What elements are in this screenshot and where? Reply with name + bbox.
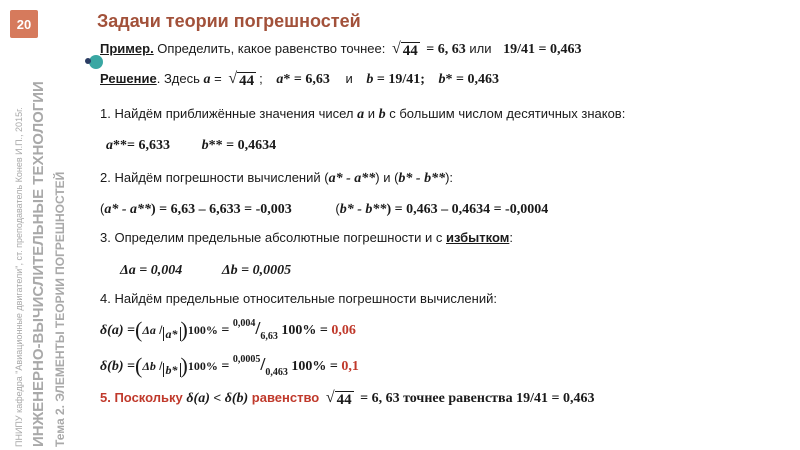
and-word: и [345, 71, 353, 86]
step5-line [100, 390, 594, 408]
rel-a-lhs: δ(a) = [100, 323, 135, 338]
step5-conclusion: = 6, 63 точнее равенства 19/41 = 0,463 [356, 391, 595, 406]
delta-b-value: Δb = 0,0005 [221, 263, 292, 278]
sidebar-line-author: ПНИПУ кафедра "Авиационные двигатели", ст. преподаватель Конев И.П., 2015г. [14, 107, 24, 447]
rel-b-result: 0,1 [341, 359, 359, 374]
b-value: = 19/41; [373, 72, 425, 87]
b-star-value: * = 0,463 [445, 72, 499, 87]
and-word: и [364, 106, 379, 121]
diff-b: b* - b** [398, 171, 446, 186]
paren: ( [335, 201, 340, 216]
step3-line [100, 230, 513, 245]
rel-b-den: 0,463 [265, 367, 288, 378]
abs-b-star: b* [163, 363, 181, 377]
eq-sign: = [210, 71, 226, 86]
rel-a-den: 6,63 [260, 331, 278, 342]
delta-a: Δa [142, 323, 156, 337]
rel-error-a: δ(a) =(Δa / a* )$100\% = ^{0,004}/_{6,63}$ 100% = 0,06 [100, 317, 356, 342]
rel-a: δ(a) [186, 391, 210, 406]
diff-a-result: ) = 6,63 – 6,633 = -0,003 [151, 202, 292, 217]
solution-line [100, 71, 499, 89]
var-a: a [357, 107, 365, 122]
var-b-star: b [438, 72, 446, 87]
example-line [100, 41, 582, 59]
solution-label: Решение [100, 71, 157, 86]
step3-values [120, 262, 291, 279]
rel-b: δ(b) [224, 391, 249, 406]
b-approx-value: ** = 0,4634 [208, 138, 277, 153]
var-b: b [201, 138, 209, 153]
example-label: Пример. [100, 41, 154, 56]
rel-b-lhs: δ(b) = [100, 359, 135, 374]
rel-a-pct: 100% = [277, 323, 332, 338]
step5-word: равенство [248, 390, 323, 405]
sqrt-symbol: √ 44 [228, 70, 255, 89]
rel-a-result: 0,06 [331, 323, 356, 338]
slide-title: Задачи теории погрешностей [97, 11, 361, 31]
example-text: Определить, какое равенство точнее: [153, 41, 386, 56]
semicolon: ; [259, 71, 263, 86]
example-eq1: = 6, 63 [422, 42, 466, 57]
var-a-star: a [276, 72, 284, 87]
step1-text: 1. Найдём приближённые значения чисел [100, 106, 358, 121]
sidebar [0, 0, 84, 450]
step1-line [100, 106, 625, 123]
step2-end: ): [445, 170, 454, 185]
sidebar-line-topic: Тема 2. ЭЛЕМЕНТЫ ТЕОРИИ ПОГРЕШНОСТЕЙ [53, 171, 67, 447]
step2-mid: ) и ( [375, 170, 399, 185]
a-star-value: * = 6,63 [283, 72, 330, 87]
diff-b-result: ) = 0,463 – 0,4634 = -0,0004 [386, 202, 549, 217]
colon: : [509, 230, 513, 245]
solution-here: . Здесь [156, 71, 204, 86]
delta-b: Δb [142, 359, 156, 373]
diff-b: b* - b** [339, 202, 387, 217]
page-number-badge: 20 [10, 10, 38, 38]
a-approx-value: **= 6,633 [113, 138, 170, 153]
percent: 100% [187, 359, 218, 373]
step1-values [106, 137, 276, 154]
less-than: < [209, 390, 225, 405]
paren: ( [100, 201, 105, 216]
step2-text: 2. Найдём погрешности вычислений ( [100, 170, 329, 185]
sidebar-line-course: ИНЖЕНЕРНО-ВЫЧИСЛИТЕЛЬНЫЕ ТЕХНОЛОГИИ [30, 81, 47, 447]
step5-text: 5. Поскольку [100, 390, 187, 405]
delta-a-value: Δa = 0,004 [120, 263, 183, 278]
step4-line: 4. Найдём предельные относительные погрешности вычислений: [100, 291, 497, 306]
sqrt-symbol: √ 44 [325, 389, 352, 408]
abs-a-star: a* [163, 327, 181, 341]
excess-word: избытком [446, 230, 510, 245]
var-b: b [378, 107, 386, 122]
percent: 100% [187, 323, 218, 337]
example-or: или [465, 41, 496, 56]
rel-error-b: δ(b) =(Δb / b* )$100\% = ^{0,0005}/_{0,463}$ 100% = 0,1 [100, 353, 359, 378]
example-eq2: 19/41 = 0,463 [503, 42, 582, 57]
diff-a: a* - a** [104, 202, 152, 217]
bullet-dot-navy [85, 58, 91, 64]
rel-b-pct: 100% = [287, 359, 342, 374]
step3-text: 3. Определим предельные абсолютные погрешности и с [100, 230, 446, 245]
diff-a: a* - a** [328, 171, 376, 186]
var-a: a [106, 138, 113, 153]
rel-a-num: 0,004 [232, 318, 256, 329]
sidebar-vertical-text [0, 0, 84, 450]
var-a: a [203, 72, 211, 87]
rel-b-num: 0,0005 [232, 354, 261, 365]
step2-calc [100, 201, 548, 218]
step2-line [100, 170, 453, 187]
sqrt-symbol: √ 44 [392, 40, 418, 59]
step1-text-end: с большим числом десятичных знаков: [385, 106, 626, 121]
var-b: b [366, 72, 374, 87]
